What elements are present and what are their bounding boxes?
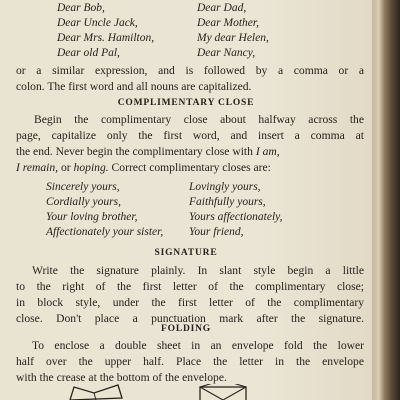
paragraph-line: half over the upper half. Place the letter in the envelope — [16, 355, 364, 368]
salutation-example: Dear old Pal, — [57, 47, 120, 59]
salutation-example: Dear Bob, — [57, 2, 105, 14]
paragraph-line: Begin the complimentary close about halfway across the — [34, 113, 364, 126]
paragraph-line: or a similar expression, and is followed by a comma or a — [16, 64, 364, 77]
close-example: Sincerely yours, — [46, 181, 120, 193]
section-heading-folding: FOLDING — [161, 324, 211, 334]
salutation-example: Dear Dad, — [197, 2, 247, 14]
close-example: Faithfully yours, — [189, 196, 266, 208]
paragraph-line: colon. The first word and all nouns are capitalized. — [16, 80, 252, 93]
paragraph-line: To enclose a double sheet in an envelope fold the lower — [32, 339, 364, 352]
salutation-example: Dear Nancy, — [197, 47, 256, 59]
book-binding-edge — [372, 0, 400, 400]
close-example: Affectionately your sister, — [46, 226, 164, 238]
close-example: Cordially yours, — [46, 196, 121, 208]
paragraph-line: Write the signature plainly. In slant style begin a little — [32, 264, 364, 277]
paragraph-line: with the crease at the bottom of the envelope. — [16, 371, 227, 384]
paragraph-line: close. Don't place a punctuation mark after the signature. — [16, 312, 364, 325]
salutation-example: Dear Mother, — [197, 17, 259, 29]
section-heading-complimentary-close: COMPLIMENTARY CLOSE — [117, 98, 255, 108]
folded-letter-illustration — [60, 384, 140, 400]
paragraph-line — [16, 160, 364, 176]
text-run: or — [58, 161, 74, 174]
text-run-italic: hoping. — [73, 161, 109, 174]
paragraph-line: in block style, under the first letter of the complimentary — [16, 296, 364, 309]
close-example: Your loving brother, — [46, 211, 138, 223]
section-heading-signature: SIGNATURE — [154, 248, 218, 258]
text-run-italic: I am, — [255, 145, 280, 158]
paragraph-line: to the right of the first letter of the complimentary close; — [16, 280, 364, 293]
envelope-illustration — [196, 384, 252, 400]
close-example: Yours affectionately, — [189, 211, 283, 223]
salutation-example: Dear Uncle Jack, — [57, 17, 138, 29]
text-run: Correct complimentary closes are: — [108, 161, 271, 174]
salutation-example: Dear Mrs. Hamilton, — [57, 32, 155, 44]
paragraph-line: page, capitalize only the first word, and insert a comma at — [16, 129, 364, 142]
paragraph-line — [16, 144, 364, 160]
close-example: Your friend, — [189, 226, 244, 238]
text-run: the end. Never begin the complimentary close with — [16, 145, 256, 158]
text-run-italic: I remain, — [16, 161, 59, 174]
close-example: Lovingly yours, — [189, 181, 261, 193]
salutation-example: My dear Helen, — [197, 32, 269, 44]
